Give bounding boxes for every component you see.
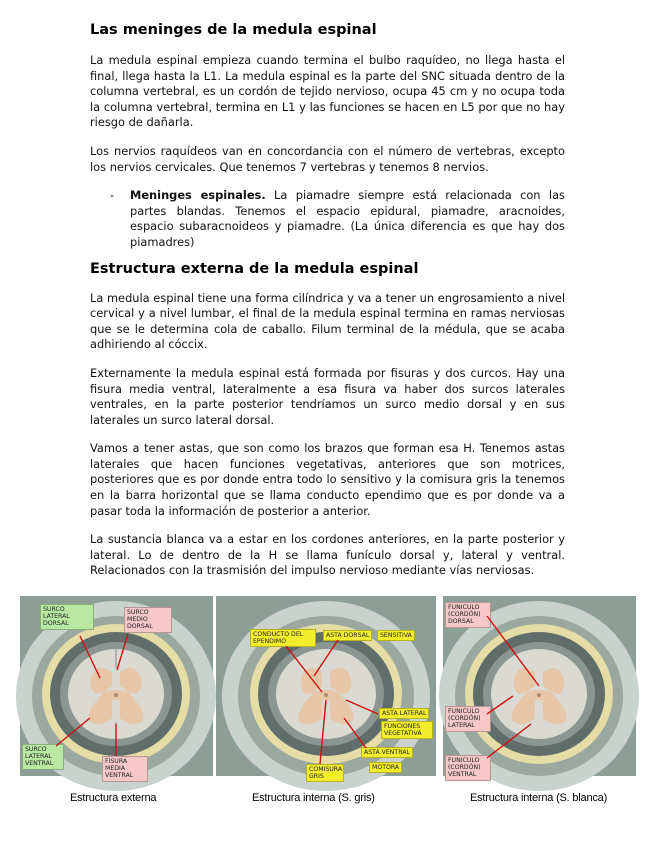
caption-estructura-interna-blanca: Estructura interna (S. blanca) — [470, 792, 608, 804]
label-asta-dorsal: ASTA DORSAL — [323, 630, 372, 641]
arrow — [320, 700, 326, 764]
paragraph: La medula espinal tiene una forma cilíndrica y va a tener un engrosamiento a nivel cervical y a nivel lumbar, el final de la medula espinal termina en ramas nerviosas que se le determina cola de caballo. Filum terminal de la médula, que se acaba adhiriendo al cóccix. — [90, 290, 565, 352]
arrows-overlay — [443, 596, 636, 776]
arrow — [314, 640, 338, 676]
label-conducto-ependimo: CONDUCTO DEL EPENDIMO — [250, 629, 316, 647]
label-asta-lateral: ASTA LATERAL — [379, 708, 429, 719]
caption-estructura-externa: Estructura externa — [70, 792, 157, 804]
arrows-overlay — [20, 596, 213, 776]
list-item — [90, 188, 565, 250]
bullet-list — [90, 188, 565, 250]
paragraph: Vamos a tener astas, que son como los brazos que forman esa H. Tenemos astas laterales que hacen funciones vegetativas, anteriores que son motrices, posteriores que es por donde entra todo lo sensitivo y la comisura gris la tenemos en la barra horizontal que se llama conducto ependimo que es por donde va a pasar toda la información de posterior a anterior. — [90, 441, 565, 518]
document-body — [90, 22, 565, 592]
section-title-meninges: Las meninges de la medula espinal — [90, 22, 377, 38]
bullet-text: La piamadre siempre está relacionada con las partes blandas. Tenemos el espacio epidural, piamadre, aracnoides, espacio subaracnoideos y piamadre. (La única diferencia es que hay dos piamadres) — [130, 188, 565, 249]
arrow — [117, 634, 128, 670]
label-funciones-vegetativa: FUNCIONES VEGETATIVA — [381, 721, 433, 739]
label-funiculo-ventral: FUNICULO (CORDÓN) VENTRAL — [445, 755, 491, 781]
caption-estructura-interna-gris: Estructura interna (S. gris) — [252, 792, 375, 804]
paragraph: Los nervios raquídeos van en concordancia con el número de vertebras, excepto los nervios cervicales. Que tenemos 7 vertebras y tenemos 8 nervios. — [90, 143, 565, 174]
arrow — [56, 718, 90, 746]
section-title-estructura: Estructura externa de la medula espinal — [90, 260, 419, 277]
label-asta-ventral: ASTA VENTRAL — [361, 747, 413, 758]
figure-estructura-interna-blanca — [443, 596, 636, 804]
paragraph: La sustancia blanca va a estar en los cordones anteriores, en la parte posterior y lateral. Lo de dentro de la H se llama funículo dorsal y, lateral y ventral. Relacionados con la trasmisión del impulso nervioso mediante vías nerviosas. — [90, 532, 565, 578]
arrow — [80, 636, 100, 678]
label-fisura-media-ventral: FISURA MEDIA VENTRAL — [102, 756, 148, 782]
paragraph: La medula espinal empieza cuando termina el bulbo raquídeo, no llega hasta el final, llega hasta la L1. La medula espinal es la parte del SNC situada dentro de la columna vertebral, es un cordón de tejido nervioso, ocupa 45 cm y no ocupa toda la columna vertebral, termina en L1 y las funciones se hacen en L5 por que no hay riesgo de dañarla. — [90, 53, 565, 130]
label-motora: MOTORA — [369, 762, 402, 773]
arrow — [487, 696, 513, 714]
arrows-overlay — [216, 596, 436, 776]
label-surco-medio-dorsal: SURCO MEDIO DORSAL — [124, 607, 172, 633]
arrow — [487, 616, 539, 686]
arrow — [346, 700, 378, 714]
arrow — [344, 718, 366, 748]
label-surco-lateral-ventral: SURCO LATERAL VENTRAL — [22, 744, 64, 770]
bullet-dash: - — [110, 188, 115, 203]
figures-row — [0, 596, 655, 816]
figure-estructura-interna-gris — [216, 596, 436, 804]
arrow — [286, 646, 322, 692]
label-comisura-gris: COMISURA GRIS — [306, 764, 344, 782]
label-funiculo-dorsal: FUNICULO (CORDÓN) DORSAL — [445, 602, 491, 628]
paragraph: Externamente la medula espinal está formada por fisuras y dos curcos. Hay una fisura media ventral, lateralmente a esa fisura va haber dos surcos laterales ventrales, en la parte posterior tendríamos un surco medio dorsal y en sus laterales un surco lateral dorsal. — [90, 365, 565, 427]
label-surco-lateral-dorsal: SURCO LATERAL DORSAL — [40, 604, 94, 630]
figure-estructura-externa — [20, 596, 213, 804]
label-sensitiva: SENSITIVA — [377, 630, 415, 641]
bullet-bold-term: Meninges espinales. — [130, 188, 266, 203]
label-funiculo-lateral: FUNICULO (CORDÓN) LATERAL — [445, 706, 491, 732]
arrow — [487, 724, 531, 758]
